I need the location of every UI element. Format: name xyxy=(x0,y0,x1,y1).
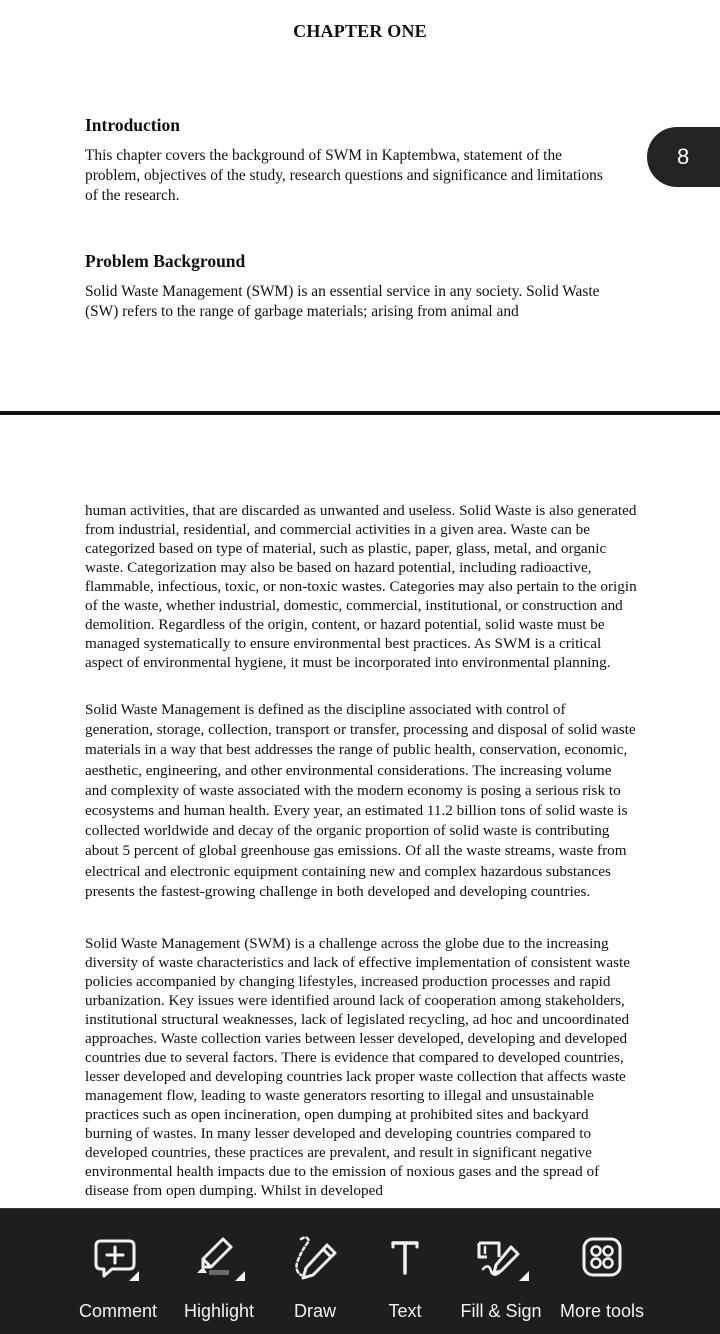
chapter-title: CHAPTER ONE xyxy=(293,21,427,41)
fill-and-sign-button[interactable] xyxy=(452,1209,550,1334)
more-tools-button[interactable] xyxy=(552,1209,652,1334)
highlight-button[interactable] xyxy=(173,1209,265,1334)
pdf-page-top xyxy=(0,0,720,411)
draw-label: Draw xyxy=(293,1301,336,1321)
body-paragraph-2: Solid Waste Management is defined as the discipline associated with control of generation, storage, collection, transport or transfer, processing and disposal of solid waste materials in a way that best addresses the range of public health, conservation, economic, aesthetic, engineering, and other environmental considerations. The increasing volume and complexity of waste associated with the modern economy is posing a serious risk to ecosystems and human health. Every year, an estimated 11.2 billion tons of solid waste is collected worldwide and decay of the organic proportion of solid waste is contributing about 5 percent of global greenhouse gas emissions. Of all the waste streams, waste from electrical and electronic equipment containing new and complex hazardous substances presents the fastest-growing challenge in both developed and developing countries. xyxy=(85,701,636,900)
body-paragraph-3: Solid Waste Management (SWM) is a challenge across the globe due to the increasing diversity of waste characteristics and lack of effective implementation of consistent waste policies accompanied by changing lifestyles, increased production processes and rapid urbanization. Key issues were identified around lack of cooperation among stakeholders, institutional structural weaknesses, lack of legislated recycling, ad hoc and uncoordinated approaches. Waste collection varies between lesser developed, developing and developed countries due to several factors. There is evidence that compared to developed countries, lesser developed and developing countries lack proper waste collection that affects waste management flow, leading to waste generators resorting to illegal and unsustainable practices such as open incineration, open dumping at prohibited sites and backyard burning of wastes. In many lesser developed and developing countries compared to developed countries, these practices are prevalent, and result in significant negative environmental health impacts due to the emission of noxious gases and the spread of disease from open dumping. Whilst in developed xyxy=(85,935,631,1199)
problem-background-paragraph: Solid Waste Management (SWM) is an essential service in any society. Solid Waste (SW) refers to the range of garbage materials; arising from animal and xyxy=(85,283,600,321)
page-number: 8 xyxy=(677,144,690,169)
draw-button[interactable] xyxy=(276,1209,354,1334)
page-number-badge[interactable] xyxy=(647,127,720,187)
text-icon xyxy=(373,1233,437,1293)
more-tools-label: More tools xyxy=(559,1301,645,1321)
text-button[interactable] xyxy=(370,1209,440,1334)
text-label: Text xyxy=(388,1301,422,1321)
problem-background-heading: Problem Background xyxy=(85,251,246,271)
comment-icon xyxy=(86,1233,150,1293)
highlight-icon xyxy=(187,1233,251,1293)
pdf-page-bottom xyxy=(0,415,720,1210)
body-paragraph-1: human activities, that are discarded as unwanted and useless. Solid Waste is also generated from industrial, residential, and commercial activities in a given area. Waste can be categorized based on type of material, such as plastic, paper, glass, metal, and organic waste. Categorization may also be based on hazard potential, including radioactive, flammable, infectious, toxic, or non-toxic wastes. Categories may also pertain to the origin of the waste, whether industrial, domestic, commercial, institutional, or construction and demolition. Regardless of the origin, content, or hazard potential, solid waste must be managed systematically to ensure environmental best practices. As SWM is a critical aspect of environmental hygiene, it must be incorporated into environmental planning. xyxy=(85,502,637,671)
fill-sign-label: Fill & Sign xyxy=(460,1301,542,1321)
fill-sign-icon xyxy=(469,1233,533,1293)
comment-label: Comment xyxy=(78,1301,158,1321)
comment-button[interactable] xyxy=(70,1209,166,1334)
introduction-paragraph: This chapter covers the background of SWM in Kaptembwa, statement of the problem, objectives of the study, research questions and significance and limitations of the research. xyxy=(85,147,603,205)
introduction-heading: Introduction xyxy=(85,115,180,135)
bottom-toolbar xyxy=(0,1208,720,1334)
draw-icon xyxy=(283,1233,347,1293)
highlight-label: Highlight xyxy=(183,1301,255,1321)
more-tools-icon xyxy=(570,1233,634,1293)
